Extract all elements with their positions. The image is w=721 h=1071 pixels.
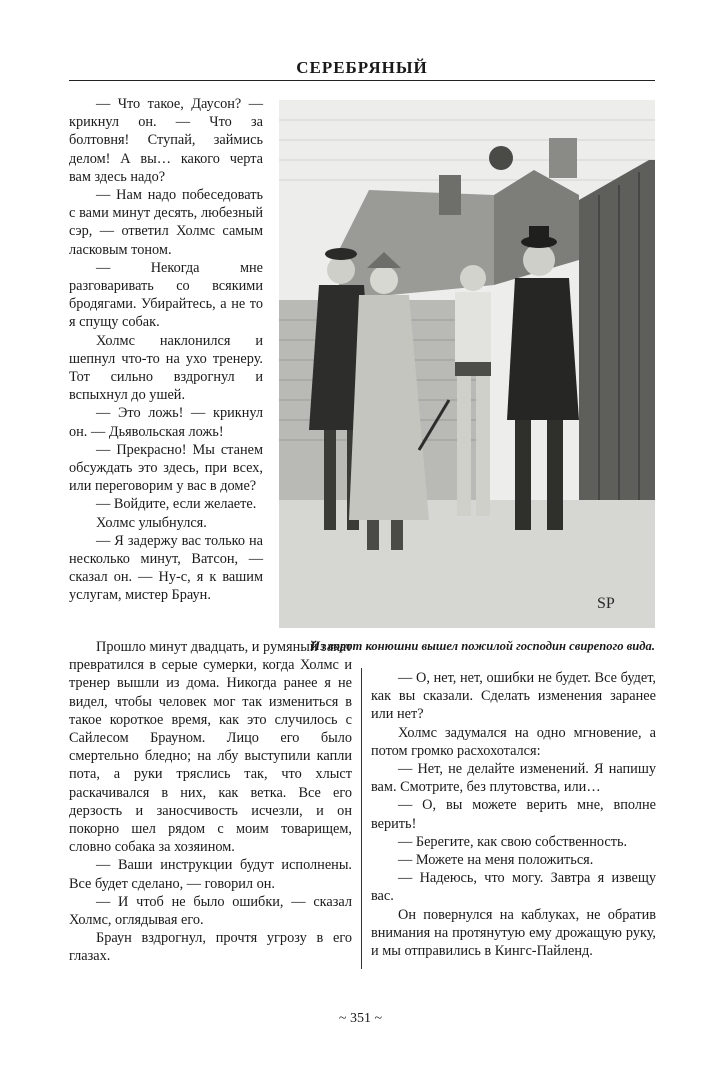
right-column-bottom — [371, 669, 656, 960]
paragraph: Прошло минут двадцать, и румяный закат превратился в серые сумерки, когда Холмс и тренер вышли из дома. Никогда ранее я не видел, чтобы человек мог так измениться в такое короткое время, как это случилось с Сайлесом Брауном. Лицо его было смертельно бледно; на лбу выступили капли пота, а руки тряслись так, что хлыст раскачивался в них, как ветка. Все его дерзость и заносчивость исчезли, и он покорно шел рядом с моим товарищем, словно собака за хозяином. — [69, 639, 353, 856]
paragraph: — Берегите, как свою собственность. — [398, 833, 628, 850]
paragraph: — Ваши инструкции будут исполнены. Все будет сделано, — говорил он. — [69, 857, 352, 892]
paragraph: — Это ложь! — крикнул он. — Дьявольская ложь! — [69, 405, 263, 440]
paragraph: Он повернулся на каблуках, не обратив внимания на протянутую ему дрожащую руку, и мы отправились в Кингс-Пайленд. — [371, 906, 656, 960]
illustration-caption: Из ворот конюшни вышел пожилой господин свирепого вида. — [310, 639, 655, 653]
artist-monogram: SP — [597, 595, 615, 612]
paragraph: — Можете на меня положиться. — [398, 852, 594, 869]
paragraph: — Что такое, Даусон? — крикнул он. — Что за болтовня! Ступай, займись делом! А вы… какого черта вам здесь надо? — [69, 96, 263, 185]
paragraph: Холмс улыбнулся. — [96, 514, 207, 531]
paragraph: — Нам надо побеседовать с вами минут десять, любезный сэр, — ответил Холмс самым ласковым тоном. — [69, 187, 263, 258]
page-number: ~ 351 ~ — [338, 1011, 383, 1026]
left-column-bottom — [69, 638, 352, 966]
paragraph: — О, вы можете верить мне, вполне верить! — [371, 797, 656, 832]
paragraph: Браун вздрогнул, прочтя угрозу в его глазах. — [69, 930, 352, 965]
paragraph: Холмс наклонился и шепнул что-то на ухо тренеру. Тот сильно вздрогнул и вспыхнул до ушей. — [69, 332, 263, 404]
engraving-illustration — [279, 100, 655, 628]
paragraph: — Я задержу вас только на несколько минут, Ватсон, — сказал он. — Ну-с, я к вашим услугам, мистер Браун. — [69, 532, 263, 604]
paragraph: — И чтоб не было ошибки, — сказал Холмс, оглядывая его. — [69, 893, 352, 929]
column-divider — [361, 668, 362, 969]
running-header: СЕРЕБРЯНЫЙ — [296, 58, 428, 77]
illustration-drawing — [279, 100, 655, 628]
header-rule — [69, 80, 655, 81]
paragraph: Холмс задумался на одно мгновение, а потом громко расхохотался: — [371, 724, 656, 759]
paragraph: — Войдите, если желаете. — [96, 496, 257, 513]
left-column-top — [69, 95, 263, 605]
paragraph: — Прекрасно! Мы станем обсуждать это здесь, при всех, или переговорим у вас в доме? — [69, 441, 263, 495]
paragraph: — Нет, не делайте изменений. Я напишу вам. Смотрите, без плутовства, или… — [371, 761, 656, 796]
paragraph: — Надеюсь, что могу. Завтра я извещу вас. — [371, 870, 656, 905]
paragraph: — Некогда мне разговаривать со всякими бродягами. Убирайтесь, а не то я спущу собак. — [69, 259, 263, 331]
paragraph: — О, нет, нет, ошибки не будет. Все будет, как вы сказали. Сделать изменения заранее или нет? — [371, 670, 656, 723]
